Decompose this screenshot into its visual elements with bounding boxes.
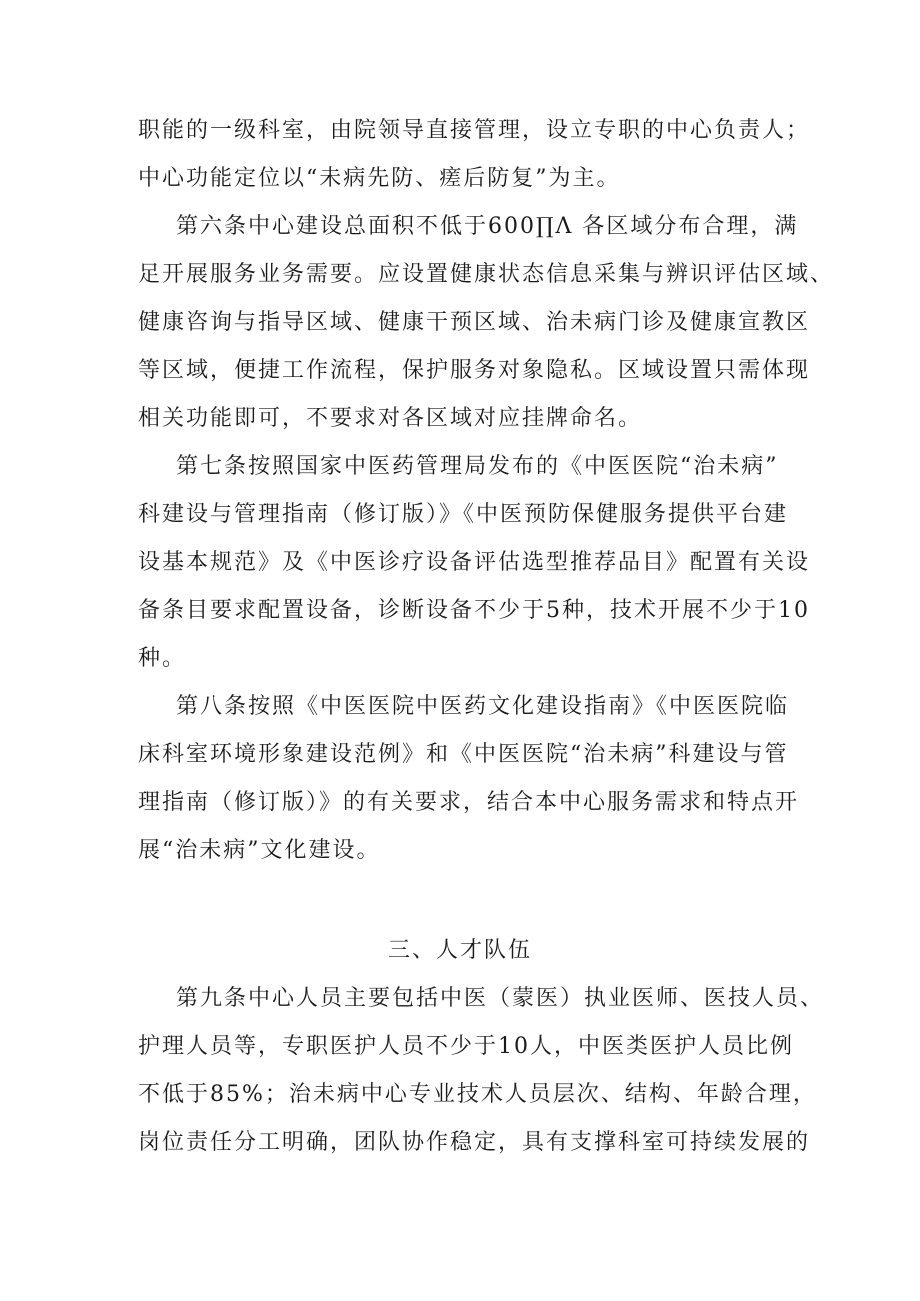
paragraph-line: 设基本规范》及《中医诊疗设备评估选型推荐品目》配置有关设 bbox=[138, 550, 811, 575]
paragraph-line: 足开展服务业务需要。应设置健康状态信息采集与辨识评估区域、 bbox=[138, 262, 835, 287]
paragraph-line: 床科室环境形象建设范例》和《中医医院“治未病”科建设与管 bbox=[138, 742, 789, 767]
paragraph-line: 种。 bbox=[138, 646, 187, 671]
paragraph-line: 健康咨询与指导区域、健康干预区域、治未病门诊及健康宣教区 bbox=[138, 310, 811, 335]
paragraph-line: 职能的一级科室，由院领导直接管理，设立专职的中心负责人； bbox=[138, 118, 811, 143]
paragraph-line-article-8: 第八条按照《中医医院中医药文化建设指南》《中医医院临 bbox=[176, 694, 790, 719]
paragraph-line: 中心功能定位以“未病先防、瘥后防复”为主。 bbox=[138, 166, 621, 191]
paragraph-line: 岗位责任分工明确，团队协作稳定，具有支撑科室可持续发展的 bbox=[138, 1130, 811, 1155]
paragraph-line: 等区域，便捷工作流程，保护服务对象隐私。区域设置只需体现 bbox=[138, 358, 811, 383]
paragraph-line-article-6: 第六条中心建设总面积不低于600∏Λ 各区域分布合理，满 bbox=[176, 214, 799, 239]
paragraph-line: 备条目要求配置设备，诊断设备不少于5种，技术开展不少于10 bbox=[138, 598, 810, 623]
paragraph-line: 展“治未病”文化建设。 bbox=[138, 838, 381, 863]
paragraph-line: 科建设与管理指南（修订版）》《中医预防保健服务提供平台建 bbox=[138, 502, 789, 527]
paragraph-line-article-9: 第九条中心人员主要包括中医（蒙医）执业医师、医技人员、 bbox=[176, 986, 825, 1011]
paragraph-line: 不低于85%；治未病中心专业技术人员层次、结构、年龄合理， bbox=[138, 1082, 817, 1107]
section-heading: 三、人才队伍 bbox=[387, 938, 532, 963]
paragraph-line: 相关功能即可，不要求对各区域对应挂牌命名。 bbox=[138, 406, 643, 431]
paragraph-line: 护理人员等，专职医护人员不少于10人，中医类医护人员比例 bbox=[138, 1034, 794, 1059]
paragraph-line: 理指南（修订版）》的有关要求，结合本中心服务需求和特点开 bbox=[138, 790, 800, 815]
paragraph-line-article-7: 第七条按照国家中医药管理局发布的《中医医院“治未病” bbox=[176, 454, 779, 479]
